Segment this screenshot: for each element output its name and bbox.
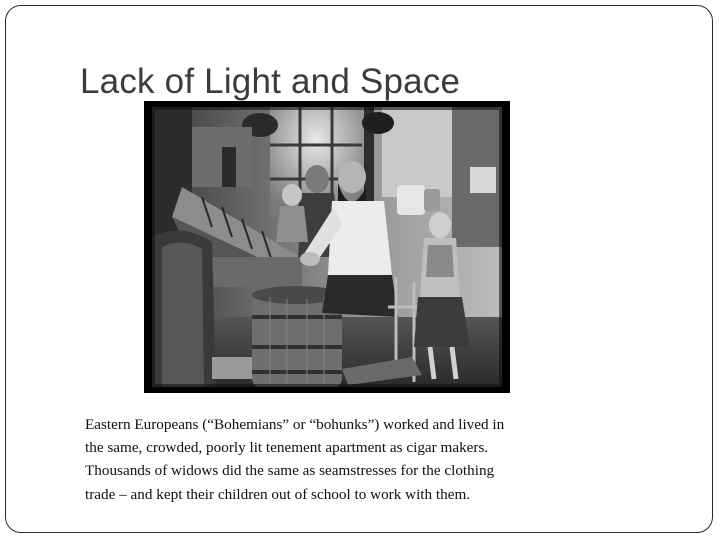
caption-line: Eastern Europeans (“Bohemians” or “bohunks”) worked and lived in [85,416,505,433]
slide-title: Lack of Light and Space [80,62,461,101]
photo-caption [85,413,645,506]
caption-line: Thousands of widows did the same as seamstresses for the clothing [85,462,495,480]
tenement-photo-image [152,107,502,387]
caption-line: the same, crowded, poorly lit tenement apartment as cigar makers. [85,439,489,457]
tenement-photo [144,101,510,393]
caption-line: trade – and kept their children out of school to work with them. [85,485,471,503]
